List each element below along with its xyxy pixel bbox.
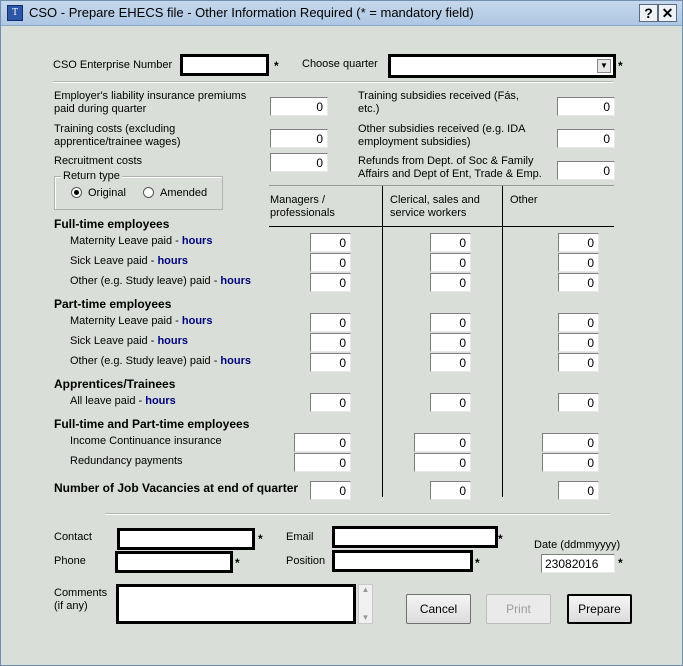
grid-divider: [502, 186, 503, 497]
scroll-down-icon[interactable]: ▼: [361, 613, 370, 622]
redundancy-clerical-input[interactable]: 0: [414, 453, 471, 472]
parttime-heading: Part-time employees: [54, 297, 172, 311]
mandatory-star: *: [498, 532, 503, 546]
original-radio[interactable]: [71, 187, 82, 198]
ft-maternity-other-input[interactable]: 0: [558, 233, 599, 252]
comments-label-2: (if any): [54, 600, 88, 612]
ft-maternity-managers-input[interactable]: 0: [310, 233, 351, 252]
enterprise-number-label: CSO Enterprise Number: [53, 59, 173, 71]
training-costs-label-2: apprentice/trainee wages): [54, 136, 181, 148]
contact-input[interactable]: [117, 528, 255, 550]
ft-maternity-row: Maternity Leave paid - hours: [70, 235, 213, 247]
ft-other-other-input[interactable]: 0: [558, 273, 599, 292]
other-subsidies-input[interactable]: 0: [557, 129, 615, 148]
vacancies-heading: Number of Job Vacancies at end of quarter: [54, 481, 299, 495]
income-other-input[interactable]: 0: [542, 433, 599, 452]
ftpt-heading: Full-time and Part-time employees: [54, 417, 250, 431]
original-label[interactable]: Original: [88, 187, 126, 199]
liability-label-2: paid during quarter: [54, 103, 147, 115]
contact-label: Contact: [54, 531, 92, 543]
quarter-select[interactable]: [388, 54, 616, 78]
ft-other-managers-input[interactable]: 0: [310, 273, 351, 292]
pt-other-managers-input[interactable]: 0: [310, 353, 351, 372]
grid-header-line: [269, 226, 614, 227]
redundancy-managers-input[interactable]: 0: [294, 453, 351, 472]
fulltime-heading: Full-time employees: [54, 217, 170, 231]
divider: [105, 513, 610, 515]
pt-sick-clerical-input[interactable]: 0: [430, 333, 471, 352]
col-other-header: Other: [510, 194, 538, 206]
liability-label-1: Employer's liability insurance premiums: [54, 90, 247, 102]
email-label: Email: [286, 531, 314, 543]
divider: [53, 81, 613, 83]
scroll-up-icon[interactable]: ▲: [361, 585, 370, 594]
pt-maternity-other-input[interactable]: 0: [558, 313, 599, 332]
ft-sick-managers-input[interactable]: 0: [310, 253, 351, 272]
position-label: Position: [286, 555, 326, 567]
cancel-button[interactable]: Cancel: [406, 594, 471, 624]
vacancies-clerical-input[interactable]: 0: [430, 481, 471, 500]
phone-input[interactable]: [115, 551, 233, 573]
quarter-label: Choose quarter: [302, 58, 378, 70]
col-managers-header-2: professionals: [270, 207, 335, 219]
training-costs-input[interactable]: 0: [270, 129, 328, 148]
training-subsidies-input[interactable]: 0: [557, 97, 615, 116]
comments-textarea[interactable]: [116, 584, 356, 624]
print-button[interactable]: Print: [486, 594, 551, 624]
col-managers-header-1: Managers /: [270, 194, 326, 206]
ft-other-row: Other (e.g. Study leave) paid - hours: [70, 275, 251, 287]
prepare-button[interactable]: Prepare: [567, 594, 632, 624]
recruitment-costs-input[interactable]: 0: [270, 153, 328, 172]
other-subsidies-label-2: employment subsidies): [358, 136, 471, 148]
liability-insurance-input[interactable]: 0: [270, 97, 328, 116]
mandatory-star: *: [274, 59, 279, 73]
phone-label: Phone: [54, 555, 86, 567]
comments-scrollbar[interactable]: [358, 584, 373, 624]
training-costs-label-1: Training costs (excluding: [54, 123, 176, 135]
ft-sick-other-input[interactable]: 0: [558, 253, 599, 272]
cso-logo-icon: T: [7, 5, 23, 21]
pt-maternity-clerical-input[interactable]: 0: [430, 313, 471, 332]
pt-sick-other-input[interactable]: 0: [558, 333, 599, 352]
recruitment-costs-label: Recruitment costs: [54, 155, 143, 167]
ft-sick-row: Sick Leave paid - hours: [70, 255, 188, 267]
mandatory-star: *: [475, 556, 480, 570]
date-label: Date (ddmmyyyy): [534, 539, 621, 551]
amended-radio[interactable]: [143, 187, 154, 198]
app-leave-clerical-input[interactable]: 0: [430, 393, 471, 412]
col-clerical-header-2: service workers: [390, 207, 467, 219]
mandatory-star: *: [618, 556, 623, 570]
mandatory-star: *: [258, 532, 263, 546]
income-clerical-input[interactable]: 0: [414, 433, 471, 452]
ft-other-clerical-input[interactable]: 0: [430, 273, 471, 292]
return-type-legend: Return type: [63, 170, 120, 182]
mandatory-star: *: [235, 556, 240, 570]
other-subsidies-label-1: Other subsidies received (e.g. IDA: [358, 123, 526, 135]
apprentices-heading: Apprentices/Trainees: [54, 377, 176, 391]
income-managers-input[interactable]: 0: [294, 433, 351, 452]
enterprise-number-input[interactable]: [180, 54, 269, 76]
email-input[interactable]: [332, 526, 498, 548]
chevron-down-icon[interactable]: ▼: [597, 59, 611, 73]
redundancy-other-input[interactable]: 0: [542, 453, 599, 472]
pt-sick-managers-input[interactable]: 0: [310, 333, 351, 352]
amended-label[interactable]: Amended: [160, 187, 208, 199]
training-subsidies-label-2: etc.): [358, 103, 380, 115]
ft-maternity-clerical-input[interactable]: 0: [430, 233, 471, 252]
ft-sick-clerical-input[interactable]: 0: [430, 253, 471, 272]
grid-top-line: [269, 185, 614, 186]
refunds-label-2: Affairs and Dept of Ent, Trade & Emp.: [358, 168, 542, 180]
close-button[interactable]: ✕: [658, 4, 677, 22]
refunds-label-1: Refunds from Dept. of Soc & Family: [358, 155, 534, 167]
vacancies-managers-input[interactable]: 0: [310, 481, 351, 500]
app-leave-other-input[interactable]: 0: [558, 393, 599, 412]
pt-sick-row: Sick Leave paid - hours: [70, 335, 188, 347]
pt-other-other-input[interactable]: 0: [558, 353, 599, 372]
pt-other-row: Other (e.g. Study leave) paid - hours: [70, 355, 251, 367]
vacancies-other-input[interactable]: 0: [558, 481, 599, 500]
redundancy-label: Redundancy payments: [70, 455, 183, 467]
all-leave-row: All leave paid - hours: [70, 395, 176, 407]
pt-maternity-managers-input[interactable]: 0: [310, 313, 351, 332]
help-button[interactable]: ?: [639, 4, 658, 22]
comments-label-1: Comments: [54, 587, 108, 599]
grid-divider: [382, 186, 383, 497]
refunds-input[interactable]: 0: [557, 161, 615, 180]
position-input[interactable]: [332, 550, 473, 572]
pt-other-clerical-input[interactable]: 0: [430, 353, 471, 372]
app-leave-managers-input[interactable]: 0: [310, 393, 351, 412]
income-continuance-label: Income Continuance insurance: [70, 435, 222, 447]
pt-maternity-row: Maternity Leave paid - hours: [70, 315, 213, 327]
mandatory-star: *: [618, 59, 623, 73]
window-title: CSO - Prepare EHECS file - Other Information Required (* = mandatory field): [29, 5, 474, 20]
title-bar: [1, 1, 682, 26]
date-input[interactable]: 23082016: [541, 554, 615, 573]
col-clerical-header-1: Clerical, sales and: [390, 194, 480, 206]
training-subsidies-label-1: Training subsidies received (Fás,: [358, 90, 519, 102]
